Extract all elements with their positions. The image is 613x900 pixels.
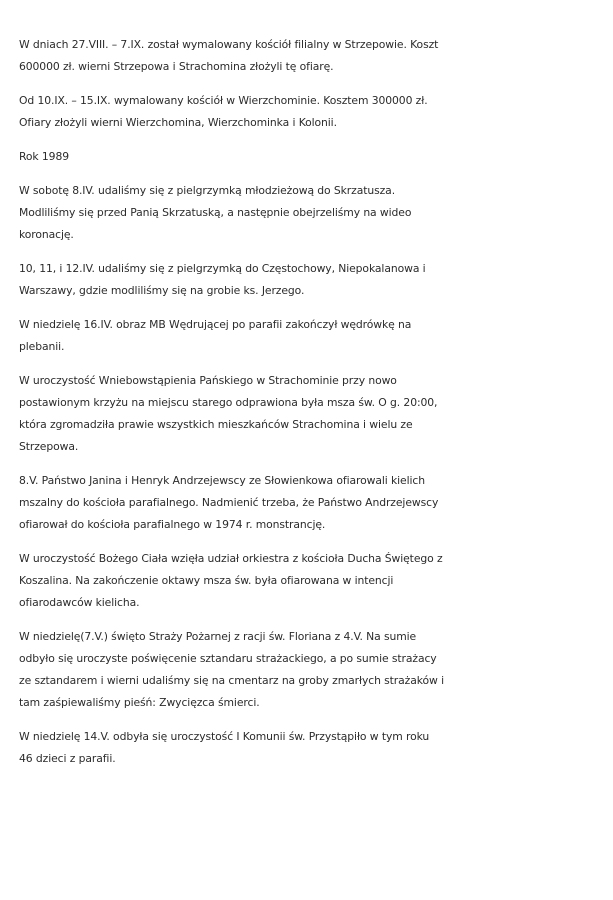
text-line: 8.V. Państwo Janina i Henryk Andrzejewscy ze Słowienkowa ofiarowali kielich (19, 474, 425, 487)
text-line: mszalny do kościoła parafialnego. Nadmienić trzeba, że Państwo Andrzejewscy (19, 496, 439, 509)
text-line: 600000 zł. wierni Strzepowa i Strachomina złożyli tę ofiarę. (19, 60, 334, 73)
text-line: W uroczystość Bożego Ciała wzięła udział orkiestra z kościoła Ducha Świętego z (19, 552, 443, 565)
text-line: ofiarował do kościoła parafialnego w 1974 r. monstrancję. (19, 518, 326, 531)
text-line: Koszalina. Na zakończenie oktawy msza św. była ofiarowana w intencji (19, 574, 394, 587)
text-line: W niedzielę 16.IV. obraz MB Wędrującej po parafii zakończył wędrówkę na (19, 318, 412, 331)
paragraph (19, 314, 599, 358)
paragraph (19, 90, 599, 134)
paragraph (19, 626, 599, 714)
text-line: postawionym krzyżu na miejscu starego odprawiona była msza św. O g. 20:00, (19, 396, 438, 409)
text-line: Strzepowa. (19, 440, 79, 453)
text-line: plebanii. (19, 340, 65, 353)
text-line: 10, 11, i 12.IV. udaliśmy się z pielgrzymką do Częstochowy, Niepokalanowa i (19, 262, 426, 275)
paragraph (19, 180, 599, 246)
text-line: Od 10.IX. – 15.IX. wymalowany kościół w Wierzchominie. Kosztem 300000 zł. (19, 94, 428, 107)
paragraph (19, 470, 599, 536)
text-line: tam zaśpiewaliśmy pieśń: Zwycięzca śmierci. (19, 696, 260, 709)
paragraph (19, 34, 599, 78)
document-page (19, 34, 599, 782)
text-line: ofiarodawców kielicha. (19, 596, 140, 609)
text-line: W sobotę 8.IV. udaliśmy się z pielgrzymką młodzieżową do Skrzatusza. (19, 184, 396, 197)
text-line: koronację. (19, 228, 74, 241)
paragraph (19, 258, 599, 302)
paragraph (19, 726, 599, 770)
paragraph (19, 370, 599, 458)
text-line: W dniach 27.VIII. – 7.IX. został wymalowany kościół filialny w Strzepowie. Koszt (19, 38, 439, 51)
text-line: która zgromadziła prawie wszystkich mieszkańców Strachomina i wielu ze (19, 418, 413, 431)
paragraph (19, 548, 599, 614)
text-line: Ofiary złożyli wierni Wierzchomina, Wierzchominka i Kolonii. (19, 116, 337, 129)
paragraph (19, 146, 599, 168)
text-line: odbyło się uroczyste poświęcenie sztandaru strażackiego, a po sumie strażacy (19, 652, 437, 665)
text-line: 46 dzieci z parafii. (19, 752, 116, 765)
text-line: Modliliśmy się przed Panią Skrzatuską, a następnie obejrzeliśmy na wideo (19, 206, 412, 219)
text-line: ze sztandarem i wierni udaliśmy się na cmentarz na groby zmarłych strażaków i (19, 674, 444, 687)
text-line: Warszawy, gdzie modliliśmy się na grobie ks. Jerzego. (19, 284, 305, 297)
text-line: W niedzielę(7.V.) święto Straży Pożarnej z racji św. Floriana z 4.V. Na sumie (19, 630, 417, 643)
text-line: Rok 1989 (19, 150, 69, 163)
text-line: W niedzielę 14.V. odbyła się uroczystość I Komunii św. Przystąpiło w tym roku (19, 730, 430, 743)
text-line: W uroczystość Wniebowstąpienia Pańskiego w Strachominie przy nowo (19, 374, 397, 387)
